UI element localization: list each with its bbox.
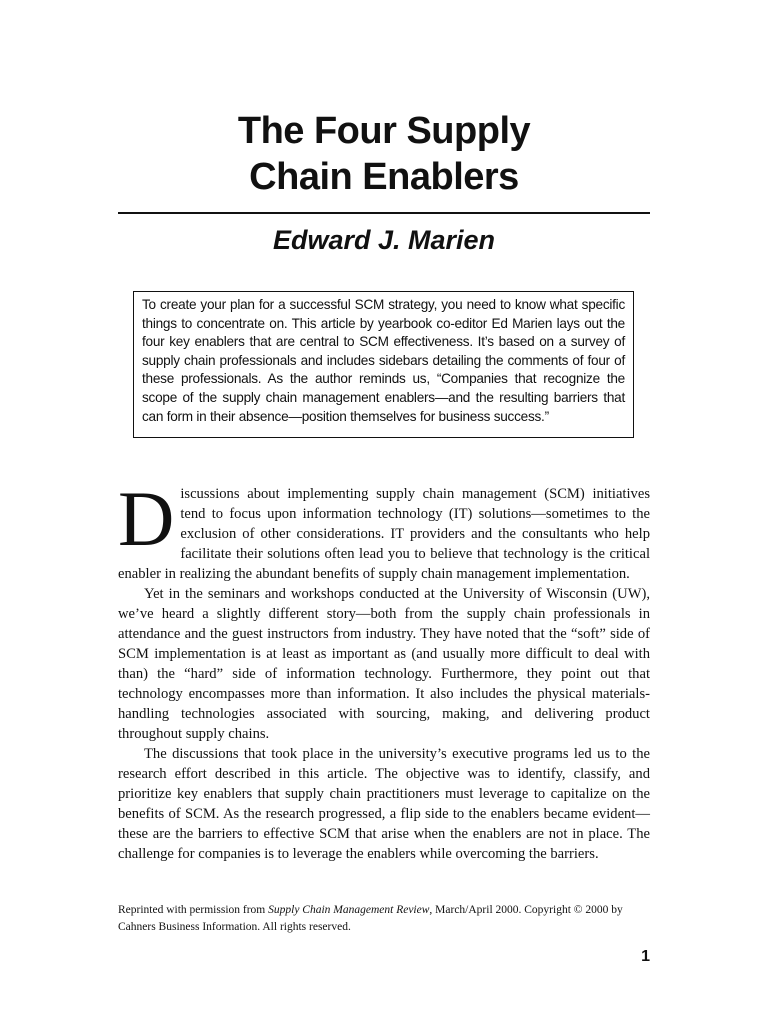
reprint-footnote xyxy=(118,902,650,936)
paragraph-1-text: iscussions about implementing supply chain management (SCM) initiatives tend to focus upon information technology (IT) solutions—sometimes to the exclusion of other considerations. IT providers and the consultants who help facilitate their solutions often lead you to believe that technology is the critical enabler in realizing the abundant benefits of supply chain management implementation. xyxy=(118,486,650,582)
body-paragraph-2: Yet in the seminars and workshops conducted at the University of Wisconsin (UW), we’ve heard a slightly different story—both from the supply chain professionals in attendance and the guest instructors from industry. They have noted that the “soft” side of SCM implementation is at least as important as (and usually more difficult to deal with than) the “hard” side of information technology. Furthermore, they point out that technology encompasses more than information. It also includes the physical materials-handling technologies associated with sourcing, making, and delivering product throughout supply chains. xyxy=(118,586,650,742)
title-line-1: The Four Supply xyxy=(237,110,531,152)
author-name: Edward J. Marien xyxy=(272,225,496,255)
article-title xyxy=(118,108,650,200)
footnote-publication: Supply Chain Management Review xyxy=(268,904,430,916)
title-line-2: Chain Enablers xyxy=(249,156,519,198)
title-divider xyxy=(118,212,650,214)
page-number: 1 xyxy=(641,948,650,965)
abstract-box: To create your plan for a successful SCM strategy, you need to know what specific things to concentrate on. This article by yearbook co-editor Ed Marien lays out the four key enablers that are central to SCM effectiveness. It’s based on a survey of supply chain professionals and includes sidebars detailing the comments of four of these professionals. As the author reminds us, “Companies that recognize the scope of the supply chain management enablers—and the resulting barriers that can form in their absence—position themselves for business success.” xyxy=(133,291,634,438)
drop-cap: D xyxy=(118,475,175,562)
body-paragraph-3: The discussions that took place in the university’s executive programs led us to the research effort described in this article. The objective was to identify, classify, and prioritize key enablers that supply chain practitioners must leverage to capitalize on the benefits of SCM. As the research progressed, a flip side to the enablers became evident—these are the barriers to effective SCM that arise when the enablers are not in place. The challenge for companies is to leverage the enablers while overcoming the barriers. xyxy=(118,746,650,862)
article-body xyxy=(118,475,650,864)
footnote-suffix: , March/April 2000. Copyright © 2000 by Cahners Business Information. All rights reserved. xyxy=(118,904,623,933)
body-paragraph-1 xyxy=(118,475,650,584)
footnote-prefix: Reprinted with permission from xyxy=(118,904,269,916)
